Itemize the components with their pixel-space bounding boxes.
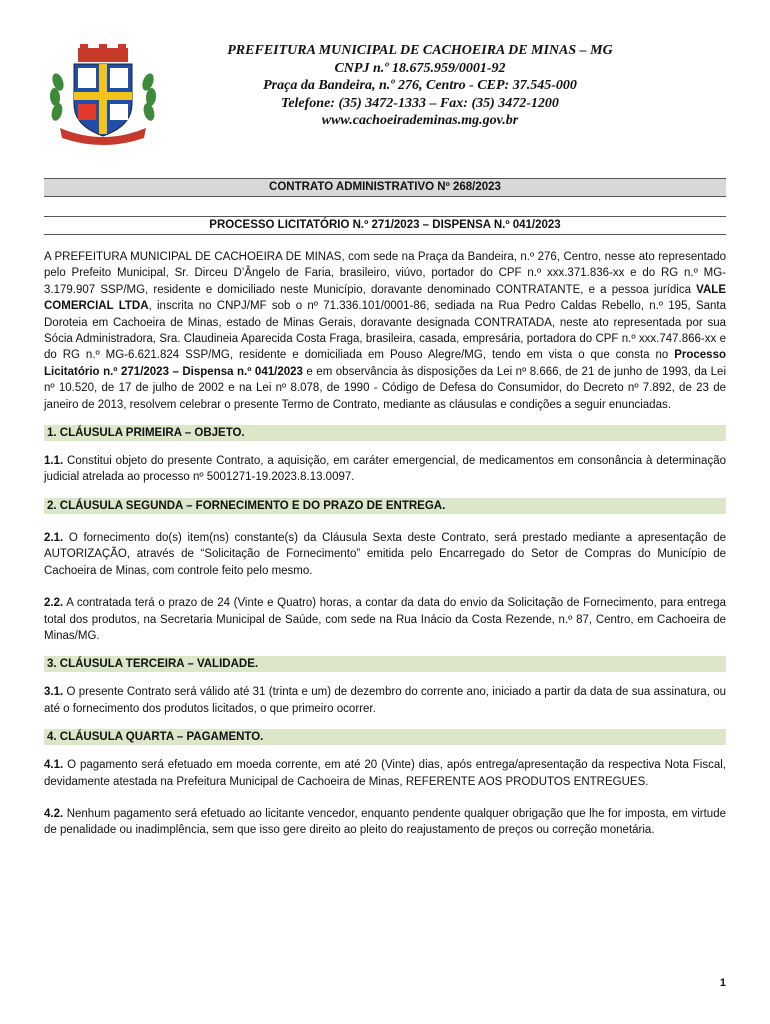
clause-text: O fornecimento do(s) item(ns) constante(s) da Cláusula Sexta deste Contrato, será prestado mediante a apresentação de AUTORIZAÇÃO, através de “Solicitação de Fornecimento” emitida pelo Encarregado do Setor de Compras do Município de Cachoeira de Minas, com controle feito pelo mesmo. <box>44 531 726 577</box>
clause-number: 3.1. <box>44 686 64 699</box>
preamble-text-3: e em observância às disposições da Lei nº 8.666, de 21 de junho de 1993, da Lei nº 10.520, de 17 de julho de 2002 e na Lei nº 8.078, de 1990 - Código de Defesa do Consumidor, do Decreto nº 7.892, de 23 de janeiro de 2013, resolvem celebrar o presente Termo de Contrato, mediante as cláusulas e condições a seguir enunciadas. <box>44 365 726 411</box>
clause-number: 4.1. <box>44 759 64 772</box>
clause-number: 2.2. <box>44 597 64 610</box>
clause-text: Nenhum pagamento será efetuado ao licitante vencedor, enquanto pendente qualquer obrigação que lhe for imposta, em virtude de penalidade ou inadimplência, sem que isso gere direito ao pleito do reajustamento de preços ou correção monetária. <box>44 807 726 837</box>
clause-4-2 <box>44 806 726 839</box>
page-number: 1 <box>719 977 726 989</box>
section-heading-validade: 3. CLÁUSULA TERCEIRA – VALIDADE. <box>44 656 726 672</box>
letterhead-cnpj: CNPJ n.º 18.675.959/0001-92 <box>334 60 506 76</box>
section-heading-objeto: 1. CLÁUSULA PRIMEIRA – OBJETO. <box>44 425 726 441</box>
preamble-text-1: A PREFEITURA MUNICIPAL DE CACHOEIRA DE MINAS, com sede na Praça da Bandeira, n.º 276, Centro, nesse ato representado pelo Prefeito Municipal, Sr. Dirceu D’Ângelo de Faria, brasileiro, viúvo, portador do CPF n.º xxx.371.836-xx e do RG n.º MG-3.179.907 SSP/MG, residente e domiciliado neste Município, doravante denominado CONTRATANTE, e a pessoa jurídica <box>44 251 726 296</box>
clause-text: A contratada terá o prazo de 24 (Vinte e Quatro) horas, a contar da data do envio da Solicitação de Fornecimento, para entrega total dos produtos, na Secretaria Municipal de Saúde, com sede na Rua Inácio da Costa Rezende, n.º 87, Centro, em Cachoeira de Minas/MG. <box>44 597 726 642</box>
clause-1-1 <box>44 453 726 486</box>
section-heading-fornecimento: 2. CLÁUSULA SEGUNDA – FORNECIMENTO E DO PRAZO DE ENTREGA. <box>44 498 726 514</box>
clause-number: 1.1. <box>44 455 64 468</box>
letterhead-website: www.cachoeirademinas.mg.gov.br <box>321 113 519 129</box>
process-reference: Processo Licitatório n.º 271/2023 – Dispensa n.º 041/2023 <box>44 349 726 378</box>
letterhead <box>170 42 670 130</box>
clause-number: 4.2. <box>44 807 64 820</box>
contractor-name: VALE COMERCIAL LTDA <box>44 283 726 313</box>
letterhead-address: Praça da Bandeira, n.º 276, Centro - CEP: 37.545-000 <box>263 78 577 94</box>
contract-body <box>44 249 726 839</box>
preamble-text-2: , inscrita no CNPJ/MF sob o nº 71.336.101/0001-86, sediada na Rua Pedro Caldas Rebello, n.º 195, Santa Doroteia em Cachoeira de Minas, estado de Minas Gerais, doravante designada CONTRATADA, neste ato representada por sua Sócia Administradora, Sra. Claudineia Aparecida Costa Fraga, brasileira, casada, empresária, portadora do CPF n.º xxx.747.866-xx e do RG n.º MG-6.621.824 SSP/MG, residente e domiciliada em Pouso Alegre/MG, tendo em vista o que consta no <box>44 300 726 362</box>
letterhead-phone: Telefone: (35) 3472-1333 – Fax: (35) 3472-1200 <box>281 95 559 111</box>
clause-text: O pagamento será efetuado em moeda corrente, em até 20 (Vinte) dias, após entrega/apresentação da respectiva Nota Fiscal, devidamente atestada na Prefeitura Municipal de Cachoeira de Minas, REFERENTE AOS PRODUTOS ENTREGUES. <box>44 759 726 788</box>
preamble-paragraph <box>44 249 726 413</box>
clause-text: O presente Contrato será válido até 31 (trinta e um) de dezembro do corrente ano, iniciado a partir da data de sua assinatura, ou até o fornecimento dos produtos licitados, o que primeiro ocorrer. <box>44 686 726 715</box>
clause-3-1 <box>44 684 726 717</box>
process-title: PROCESSO LICITATÓRIO N.º 271/2023 – DISPENSA N.º 041/2023 <box>44 216 726 235</box>
clause-2-1 <box>44 530 726 579</box>
municipal-coat-of-arms-icon <box>44 42 162 150</box>
clause-4-1 <box>44 757 726 790</box>
clause-number: 2.1. <box>44 531 64 544</box>
clause-text: Constitui objeto do presente Contrato, a aquisição, em caráter emergencial, de medicamentos em consonância à determinação judicial atrelada ao processo nº 5001271-19.2023.8.13.0097. <box>44 455 726 484</box>
letterhead-title: PREFEITURA MUNICIPAL DE CACHOEIRA DE MINAS – MG <box>227 43 613 58</box>
contract-title: CONTRATO ADMINISTRATIVO Nº 268/2023 <box>44 178 726 197</box>
section-heading-pagamento: 4. CLÁUSULA QUARTA – PAGAMENTO. <box>44 729 726 745</box>
clause-2-2 <box>44 595 726 644</box>
